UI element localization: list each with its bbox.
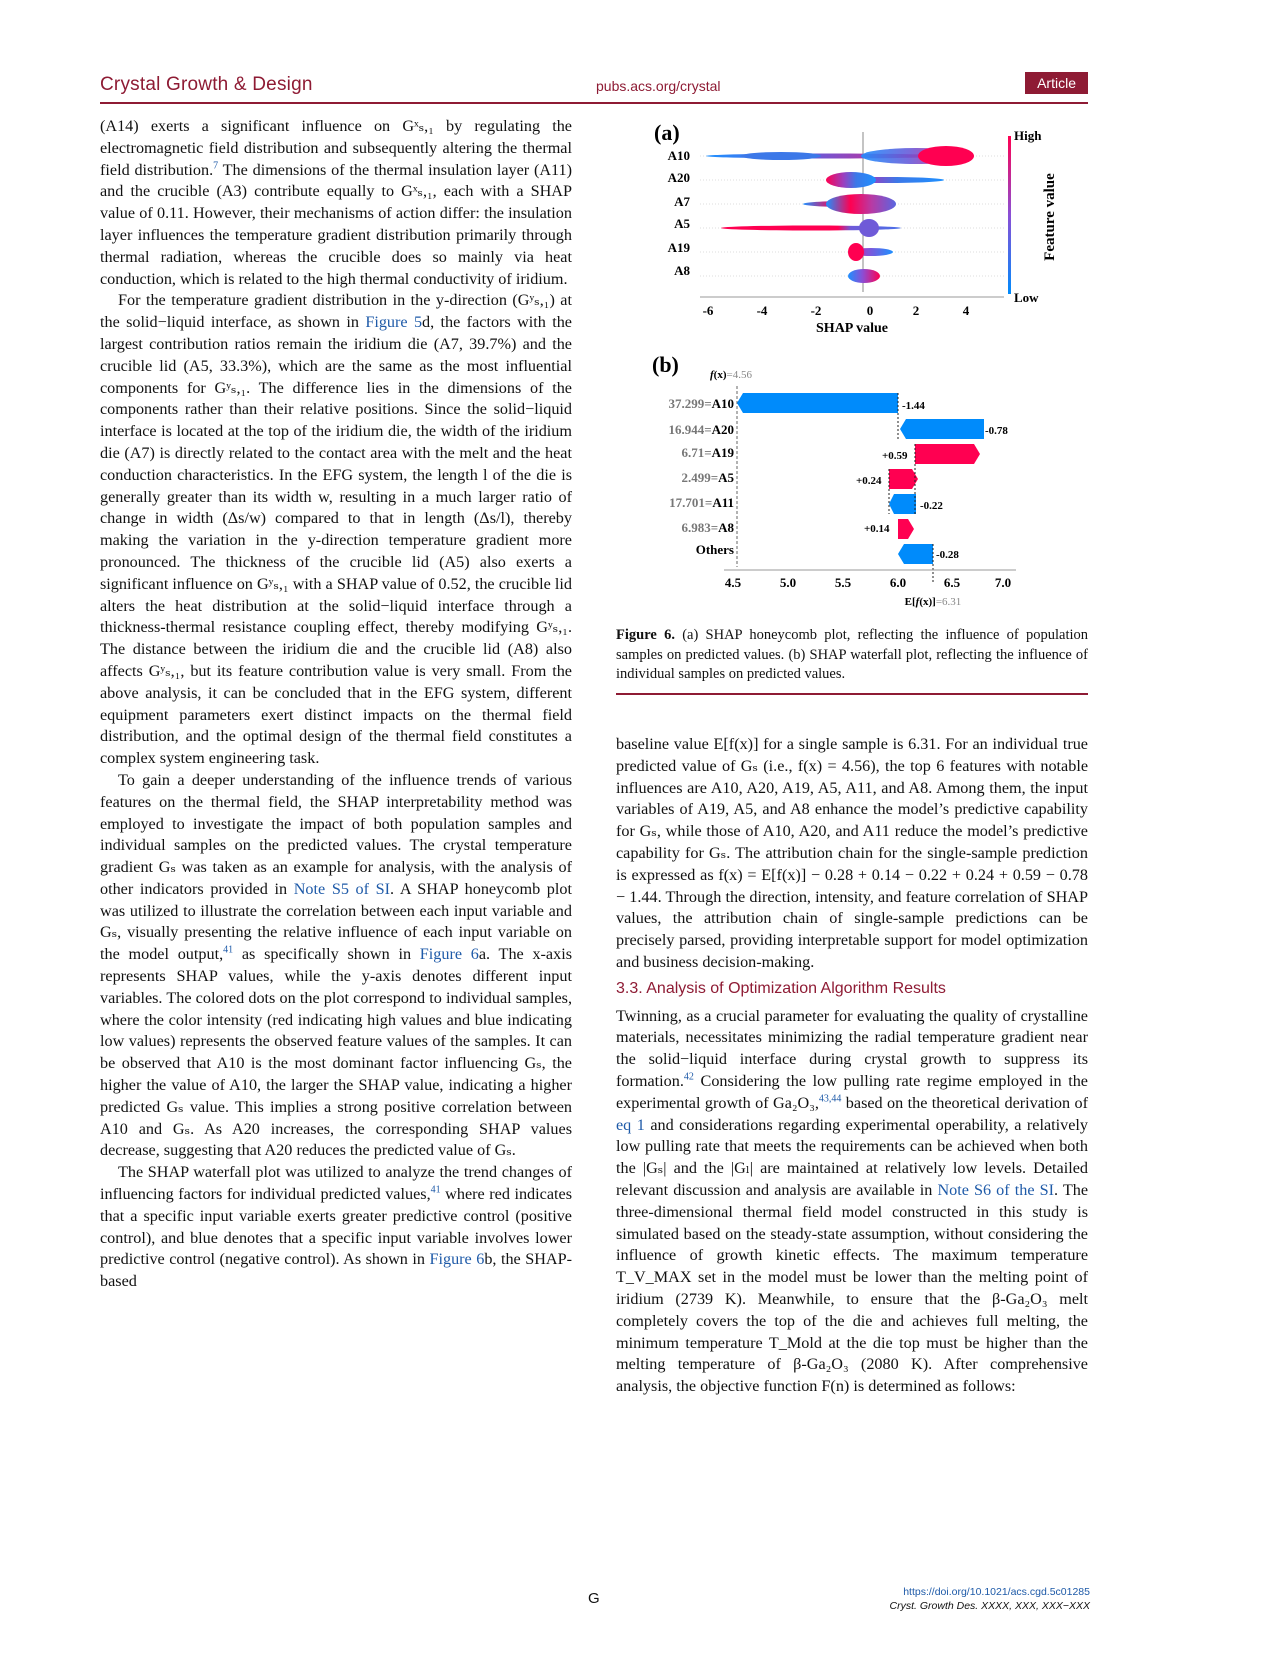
svg-text:Feature value: Feature value xyxy=(1042,173,1058,261)
svg-text:-6: -6 xyxy=(702,303,714,318)
svg-text:6.5: 6.5 xyxy=(943,575,961,590)
figure-link[interactable]: Figure 5 xyxy=(365,313,423,332)
svg-text:A8: A8 xyxy=(674,263,690,278)
svg-text:A5: A5 xyxy=(674,216,690,231)
svg-text:+0.59: +0.59 xyxy=(882,450,908,462)
panel-a-label: (a) xyxy=(654,120,680,145)
svg-text:2.499=A5: 2.499=A5 xyxy=(681,470,734,485)
figure-link[interactable]: Figure 6 xyxy=(419,945,479,964)
svg-text:+0.24: +0.24 xyxy=(856,475,882,487)
svg-text:-0.28: -0.28 xyxy=(936,549,959,561)
article-type-badge: Article xyxy=(1025,72,1088,94)
svg-text:-0.22: -0.22 xyxy=(920,500,943,512)
svg-text:6.983=A8: 6.983=A8 xyxy=(681,520,734,535)
svg-text:A10: A10 xyxy=(667,148,690,163)
citation-link[interactable]: 41 xyxy=(223,944,234,956)
doi-link[interactable]: https://doi.org/10.1021/acs.cgd.5c01285 xyxy=(903,1586,1090,1598)
right-column xyxy=(616,734,1088,1398)
svg-text:-2: -2 xyxy=(810,303,822,318)
svg-text:+0.14: +0.14 xyxy=(864,523,890,535)
colorbar xyxy=(1008,136,1011,294)
equation-link[interactable]: eq 1 xyxy=(616,1115,645,1134)
journal-site-link[interactable]: pubs.acs.org/crystal xyxy=(596,78,721,94)
citation-link[interactable]: 42 xyxy=(683,1071,694,1083)
citation-link[interactable]: 43,44 xyxy=(818,1093,842,1105)
paragraph: Twinning, as a crucial parameter for evaluating the quality of crystalline materials, necessitates minimizing the radial temperature gradient near the solid−liquid interface during crystal growth to suppress its formation.$^{42}$ Considering the low pulling rate regime employed in the experimental growth of Ga₂O₃,$^{43,44}$ based on the theoretical derivation of eq 1 and considerations regarding experimental operability, a relatively low pulling rate that meets the requirements can be achieved when both the |Gₛ| and the |Gₗ| are maintained at relatively low levels. Detailed relevant discussion and analysis are available in Note S6 of the SI. The three-dimensional thermal field model constructed in this study is simulated based on the steady-state assumption, without considering the influence of growth kinetic effects. The maximum temperature T_V_MAX set in the model must be lower than the melting point of iridium (2739 K). Meanwhile, to ensure that the β-Ga₂O₃ melt completely covers the top of the die and achieves full melting, the minimum temperature T_Mold at the die top must be higher than the melting temperature of β-Ga₂O₃ (2080 K). After comprehensive analysis, the objective function F(n) is determined as follows: xyxy=(616,1006,1089,1396)
section-heading: 3.3. Analysis of Optimization Algorithm Results xyxy=(616,979,946,997)
page-header xyxy=(100,74,1088,104)
svg-text:Low: Low xyxy=(1014,290,1039,305)
paragraph: baseline value E[f(x)] for a single sample is 6.31. For an individual true predicted value of Gₛ (i.e., f(x) = 4.56), the top 6 features with notable influences are A10, A20, A19, A5, A11, and A8. Among them, the input variables of A19, A5, and A8 enhance the model’s predictive capability for Gₛ, while those of A10, A20, and A11 reduce the model’s predictive capability for Gₛ. The attribution chain for the single-sample prediction is expressed as f(x) = E[f(x)] − 0.28 + 0.14 − 0.22 + 0.24 + 0.59 − 0.78 − 1.44. Through the direction, intensity, and feature correlation of SHAP values, the attribution chain of single-sample predictions can be precisely parsed, providing interpretable support for model optimization and business decision-making. xyxy=(616,735,1088,971)
figure-caption xyxy=(616,626,1088,685)
figure-caption-text: (a) SHAP honeycomb plot, reflecting the influence of population samples on predicted values. (b) SHAP waterfall plot, reflecting the influence of individual samples on predicted values. xyxy=(616,627,1088,682)
svg-text:16.944=A20: 16.944=A20 xyxy=(668,422,734,437)
svg-text:Others: Others xyxy=(695,542,734,557)
paragraph: For the temperature gradient distribution in the y-direction (Gʸₛ,₁) at the solid−liquid interface, as shown in Figure 5d, the factors with the largest contribution ratios remain the iridium die (A7, 39.7%) and the crucible lid (A5, 33.3%), which are the same as the most influential components for Gʸₛ,₁. The difference lies in the dimensions of the components rather than their relative positions. Since the solid−liquid interface is located at the top of the iridium die, the width of the iridium die (A7) is directly related to the contact area with the melt and the heat conduction characteristics. In the EFG system, the length l of the die is generally greater than its width w, resulting in a much larger ratio of change in width (Δs/w) compared to that in length (Δs/l), thereby making the variation in the y-direction temperature gradient more pronounced. The thickness of the crucible lid (A5) also exerts a significant influence on Gʸₛ,₁ with a SHAP value of 0.52, the crucible lid alters the heat distribution at the solid−liquid interface through a thickness-thermal resistance coupling effect, thereby modifying Gʸₛ,₁. The distance between the iridium die and the crucible lid (A8) also affects Gʸₛ,₁, but its feature contribution value is very small. From the above analysis, it can be concluded that in the EFG system, different equipment parameters exert distinct impacts on the thermal field distribution, and the optimal design of the thermal field constitutes a complex system engineering task. xyxy=(100,291,572,768)
svg-text:7.0: 7.0 xyxy=(994,575,1012,590)
svg-text:6.0: 6.0 xyxy=(889,575,907,590)
left-column xyxy=(100,116,572,1293)
si-link[interactable]: Note S6 of the SI xyxy=(937,1180,1054,1199)
figure-divider xyxy=(616,693,1088,695)
shap-beeswarm-plot xyxy=(654,120,1058,336)
svg-text:5.5: 5.5 xyxy=(834,575,852,590)
svg-text:A20: A20 xyxy=(667,170,690,185)
svg-text:-4: -4 xyxy=(756,303,768,318)
svg-text:37.299=A10: 37.299=A10 xyxy=(668,396,734,411)
citation-link[interactable]: 7 xyxy=(213,160,219,172)
citation-link[interactable]: 41 xyxy=(430,1184,441,1196)
figure-6-charts xyxy=(616,112,1088,622)
figure-caption-label: Figure 6. xyxy=(616,627,675,643)
figure-link[interactable]: Figure 6 xyxy=(429,1250,485,1269)
svg-text:-0.78: -0.78 xyxy=(985,425,1008,437)
svg-text:A19: A19 xyxy=(667,240,690,255)
svg-text:High: High xyxy=(1014,128,1042,143)
figure-6 xyxy=(616,112,1088,712)
svg-text:-1.44: -1.44 xyxy=(902,400,925,412)
svg-text:5.0: 5.0 xyxy=(779,575,797,590)
panel-b-label: (b) xyxy=(652,352,679,377)
svg-text:17.701=A11: 17.701=A11 xyxy=(669,495,734,510)
page-number: G xyxy=(588,1590,600,1607)
journal-citation: Cryst. Growth Des. XXXX, XXX, XXX−XXX xyxy=(889,1600,1090,1612)
svg-text:4: 4 xyxy=(962,303,970,318)
si-link[interactable]: Note S5 of SI xyxy=(293,879,391,898)
paragraph: The SHAP waterfall plot was utilized to analyze the trend changes of influencing factors for individual predicted values,$^{41}$ where red indicates that a specific input variable exerts greater predictive control (positive control), and blue denotes that a specific input variable involves lower predictive control (negative control). As shown in Figure 6b, the SHAP-based xyxy=(100,1163,573,1291)
svg-text:E[f(x)]=6.31: E[f(x)]=6.31 xyxy=(904,596,962,608)
svg-text:SHAP value: SHAP value xyxy=(816,321,888,336)
shap-waterfall-plot xyxy=(652,352,1016,608)
svg-text:0: 0 xyxy=(866,303,874,318)
svg-text:f(x)=4.56: f(x)=4.56 xyxy=(710,369,752,381)
paragraph: (A14) exerts a significant influence on Gˣₛ,₁ by regulating the electromagnetic field distribution and subsequently altering the thermal field distribution.$^7$ The dimensions of the thermal insulation layer (A11) and the crucible (A3) contribute equally to Gˣₛ,₁, each with a SHAP value of 0.11. However, their mechanisms of action differ: the insulation layer influences the temperature gradient distribution primarily through thermal radiation, whereas the crucible does so mainly via heat conduction, which is related to the high thermal conductivity of iridium. xyxy=(100,117,573,288)
journal-title: Crystal Growth & Design xyxy=(100,74,313,95)
svg-text:6.71=A19: 6.71=A19 xyxy=(681,445,734,460)
svg-text:2: 2 xyxy=(912,303,920,318)
paragraph: To gain a deeper understanding of the influence trends of various features on the thermal field, the SHAP interpretability method was employed to investigate the impact of both population samples and individual samples on the predicted values. The crystal temperature gradient Gₛ was taken as an example for analysis, with the analysis of other indicators provided in Note S5 of SI. A SHAP honeycomb plot was utilized to illustrate the correlation between each input variable and Gₛ, visually presenting the relative influence of each input variable on the model output,$^{41}$ as specifically shown in Figure 6a. The x-axis represents SHAP values, while the y-axis denotes different input variables. The colored dots on the plot correspond to individual samples, where the color intensity (red indicating high values and blue indicating low values) represents the observed feature values of the samples. It can be observed that A10 is the most dominant factor influencing Gₛ, the higher the value of A10, the larger the SHAP value, indicating a higher predicted Gₛ value. This implies a strong positive correlation between A10 and Gₛ. As A20 increases, the corresponding SHAP values decrease, suggesting that A20 reduces the predicted value of Gₛ. xyxy=(100,770,573,1160)
svg-text:4.5: 4.5 xyxy=(724,575,742,590)
svg-text:A7: A7 xyxy=(674,194,690,209)
